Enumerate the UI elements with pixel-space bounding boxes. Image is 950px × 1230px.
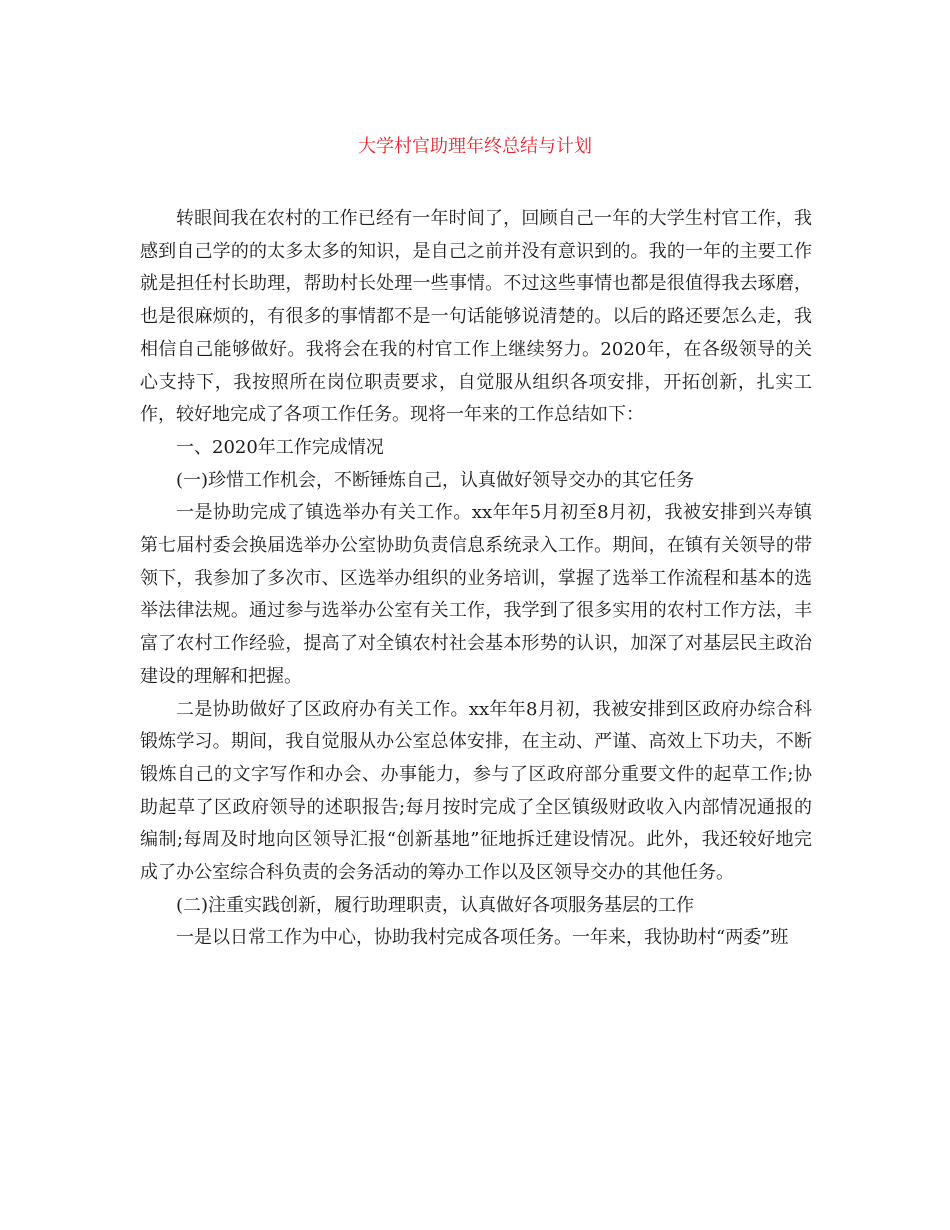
paragraph-daily-work: 一是以日常工作为中心，协助我村完成各项任务。一年来，我协助村“两委”班 xyxy=(176,927,789,949)
paragraph-intro: 转眼间我在农村的工作已经有一年时间了，回顾自己一年的大学生村官工作，我感到自己学的的太多太多的知识，是自己之前并没有意识到的。我的一年的主要工作就是担任村长助理，帮助村长处理一些事情。不过这些事情也都是很值得我去琢磨，也是很麻烦的，有很多的事情都不是一句话能够说清楚的。以后的路还要怎么走，我相信自己能够做好。我将会在我的村官工作上继续努力。2020年，在各级领导的关心支持下，我按照所在岗位职责要求，自觉服从组织各项安排，开拓创新，扎实工作，较好地完成了各项工作任务。现将一年来的工作总结如下： xyxy=(140,208,812,426)
section-heading-1: 一、2020年工作完成情况 xyxy=(176,436,384,458)
document-title: 大学村官助理年终总结与计划 xyxy=(358,136,592,157)
paragraph-election-work: 一是协助完成了镇选举办有关工作。xx年年5月初至8月初，我被安排到兴寿镇第七届村委会换届选举办公室协助负责信息系统录入工作。期间，在镇有关领导的带领下，我参加了多次市、区选举办组织的业务培训，掌握了选举工作流程和基本的选举法律法规。通过参与选举办公室有关工作，我学到了很多实用的农村工作方法，丰富了农村工作经验，提高了对全镇农村社会基本形势的认识，加深了对基层民主政治建设的理解和把握。 xyxy=(140,502,812,687)
document-body xyxy=(140,203,812,955)
subsection-heading-2: (二)注重实践创新，履行助理职责，认真做好各项服务基层的工作 xyxy=(176,894,695,916)
paragraph-district-office-work: 二是协助做好了区政府办有关工作。xx年年8月初，我被安排到区政府办综合科锻炼学习。期间，我自觉服从办公室总体安排，在主动、严谨、高效上下功夫，不断锻炼自己的文字写作和办会、办事能力，参与了区政府部分重要文件的起草工作;协助起草了区政府领导的述职报告;每月按时完成了全区镇级财政收入内部情况通报的编制;每周及时地向区领导汇报“创新基地”征地拆迁建设情况。此外，我还较好地完成了办公室综合科负责的会务活动的筹办工作以及区领导交办的其他任务。 xyxy=(140,698,812,884)
subsection-heading-1: (一)珍惜工作机会，不断锤炼自己，认真做好领导交办的其它任务 xyxy=(176,469,695,491)
